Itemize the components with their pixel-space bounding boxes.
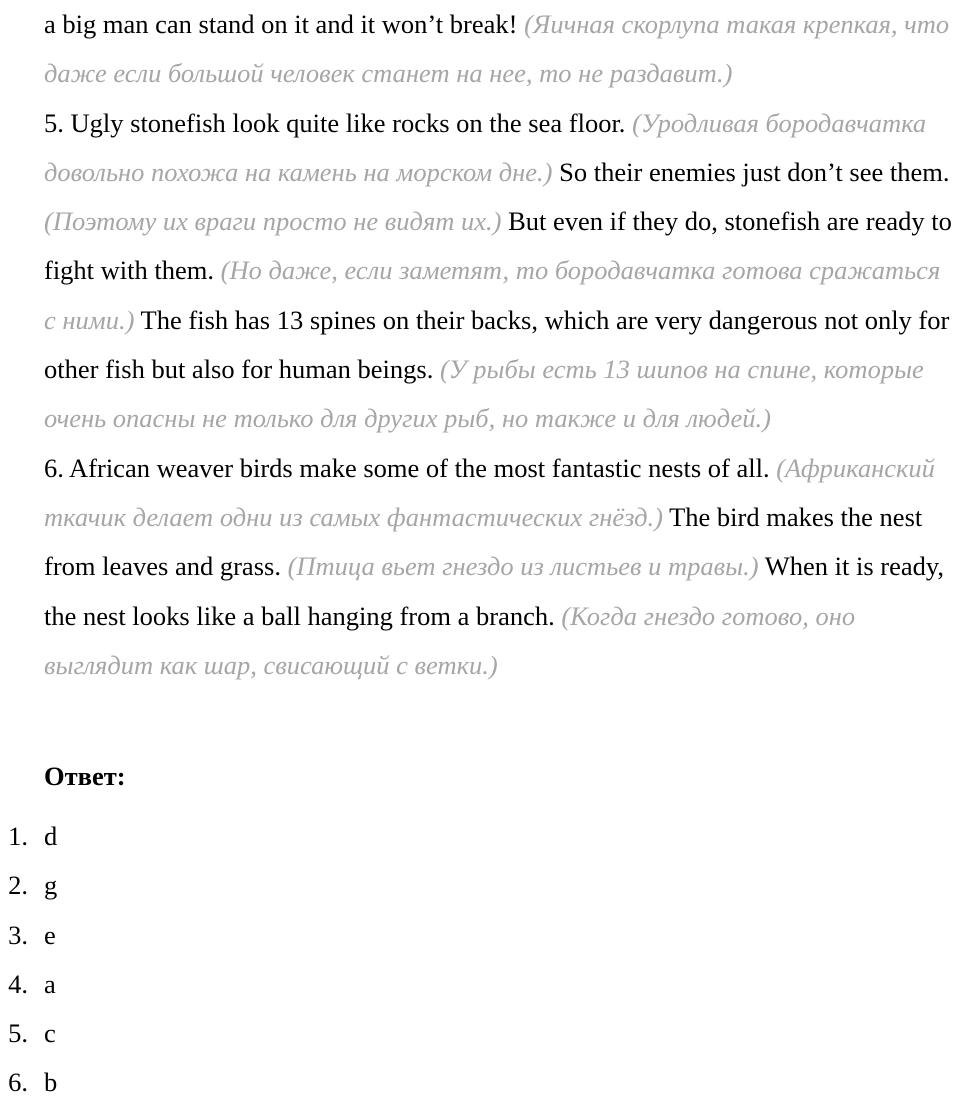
- english-sentence: 5. Ugly stonefish look quite like rocks on the sea floor.: [44, 107, 633, 138]
- answer-item: [0, 1058, 57, 1107]
- answer-value: b: [44, 1067, 58, 1098]
- russian-translation: (Но даже, если заметят, то бородавчатка готова сражаться с ними.): [44, 255, 941, 335]
- english-sentence: 6. African weaver birds make some of the most fantastic nests of all.: [44, 452, 777, 483]
- answer-value: c: [44, 1018, 56, 1049]
- russian-translation: (Африканский ткачик делает одни из самых фантастических гнёзд.): [44, 452, 935, 532]
- answer-number: 6.: [8, 1067, 28, 1098]
- russian-translation: (Уродливая бородавчатка довольно похожа на камень на морском дне.): [44, 107, 927, 187]
- russian-translation: (Яичная скорлупа такая крепкая, что даже если большой человек станет на нее, то не раздавит.): [44, 9, 950, 89]
- answer-item: [0, 911, 57, 960]
- answer-item: [0, 1009, 57, 1058]
- answer-value: d: [44, 821, 58, 851]
- russian-translation: (У рыбы есть 13 шипов на спине, которые очень опасны не только для других рыб, но также и для людей.): [44, 354, 924, 434]
- russian-translation: (Птица вьет гнездо из листьев и травы.): [287, 551, 759, 582]
- paragraph-6: [44, 444, 956, 690]
- answer-number: 4.: [8, 968, 28, 999]
- paragraph-4-tail: [44, 0, 956, 99]
- answer-heading: Ответ:: [44, 761, 126, 791]
- answer-number: 1.: [8, 821, 28, 851]
- text-body: [44, 0, 956, 690]
- answer-number: 5.: [8, 1018, 28, 1049]
- english-sentence: The fish has 13 spines on their backs, which are very dangerous not only for other fish but also for human beings.: [44, 304, 950, 385]
- answer-value: g: [44, 870, 58, 901]
- russian-translation: (Поэтому их враги просто не видят их.): [44, 206, 502, 237]
- answer-number: 2.: [8, 870, 28, 901]
- answer-number: 3.: [8, 919, 28, 950]
- english-sentence: So their enemies just don’t see them.: [552, 156, 950, 187]
- answer-value: a: [44, 968, 56, 999]
- english-sentence: a big man can stand on it and it won’t break!: [44, 9, 525, 39]
- english-sentence: But even if they do, stonefish are ready to fight with them.: [44, 206, 952, 286]
- english-sentence: When it is ready, the nest looks like a ball hanging from a branch.: [44, 551, 945, 631]
- answer-item: [0, 861, 57, 910]
- paragraph-5: [44, 99, 956, 444]
- answer-item: [0, 812, 57, 861]
- russian-translation: (Когда гнездо готово, оно выглядит как шар, свисающий с ветки.): [44, 600, 856, 680]
- answer-value: e: [44, 919, 56, 950]
- answer-item: [0, 960, 57, 1009]
- english-sentence: The bird makes the nest from leaves and grass.: [44, 501, 923, 582]
- answer-list: [0, 812, 57, 1108]
